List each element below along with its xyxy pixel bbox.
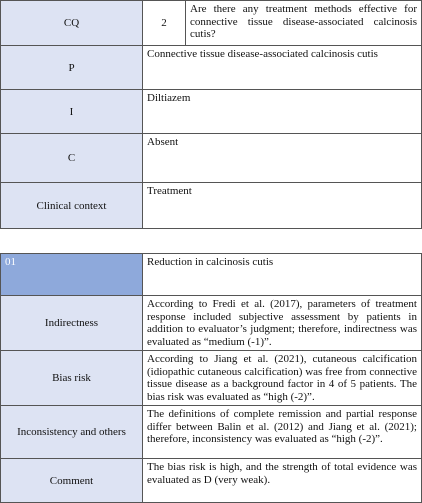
table-row: [1, 459, 422, 503]
bias-risk-label: Bias risk: [1, 351, 143, 406]
outcome-title: Reduction in calcinosis cutis: [143, 254, 422, 296]
cq-label: CQ: [1, 1, 143, 46]
comment-label: Comment: [1, 459, 143, 503]
table-row: [1, 1, 422, 46]
p-label: P: [1, 46, 143, 90]
c-label: C: [1, 134, 143, 183]
table-row: [1, 296, 422, 351]
p-value: Connective tissue disease-associated calcinosis cutis: [143, 46, 422, 90]
i-label: I: [1, 90, 143, 134]
table-row: [1, 134, 422, 183]
comment-value: The bias risk is high, and the strength of total evidence was evaluated as D (very weak).: [143, 459, 422, 503]
clinical-context-value: Treatment: [143, 183, 422, 229]
clinical-question-table: [0, 0, 422, 229]
clinical-context-label: Clinical context: [1, 183, 143, 229]
table-row: [1, 254, 422, 296]
indirectness-label: Indirectness: [1, 296, 143, 351]
cq-number: 2: [143, 1, 186, 46]
bias-risk-value: According to Jiang et al. (2021), cutaneous calcification (idiopathic cutaneous calcification) was free from connective tissue disease as a background factor in 4 of 5 patients. The bias risk was evaluated as “high (-2)”.: [143, 351, 422, 406]
table-row: [1, 183, 422, 229]
indirectness-value: According to Fredi et al. (2017), parameters of treatment response included subjective assessment by patients in addition to evaluator’s judgment; therefore, indirectness was evaluated as “medium (-1)”.: [143, 296, 422, 351]
i-value: Diltiazem: [143, 90, 422, 134]
c-value: Absent: [143, 134, 422, 183]
inconsistency-label: Inconsistency and others: [1, 406, 143, 459]
inconsistency-value: The definitions of complete remission and partial response differ between Balin et al. (2012) and Jiang et al. (2021); therefore, inconsistency was evaluated as “high (-2)”.: [143, 406, 422, 459]
cq-question: Are there any treatment methods effective for connective tissue disease-associated calcinosis cutis?: [186, 1, 422, 46]
outcome-id: 01: [1, 254, 143, 296]
table-row: [1, 46, 422, 90]
table-row: [1, 90, 422, 134]
table-row: [1, 351, 422, 406]
table-row: [1, 406, 422, 459]
outcome-evaluation-table: [0, 253, 422, 503]
